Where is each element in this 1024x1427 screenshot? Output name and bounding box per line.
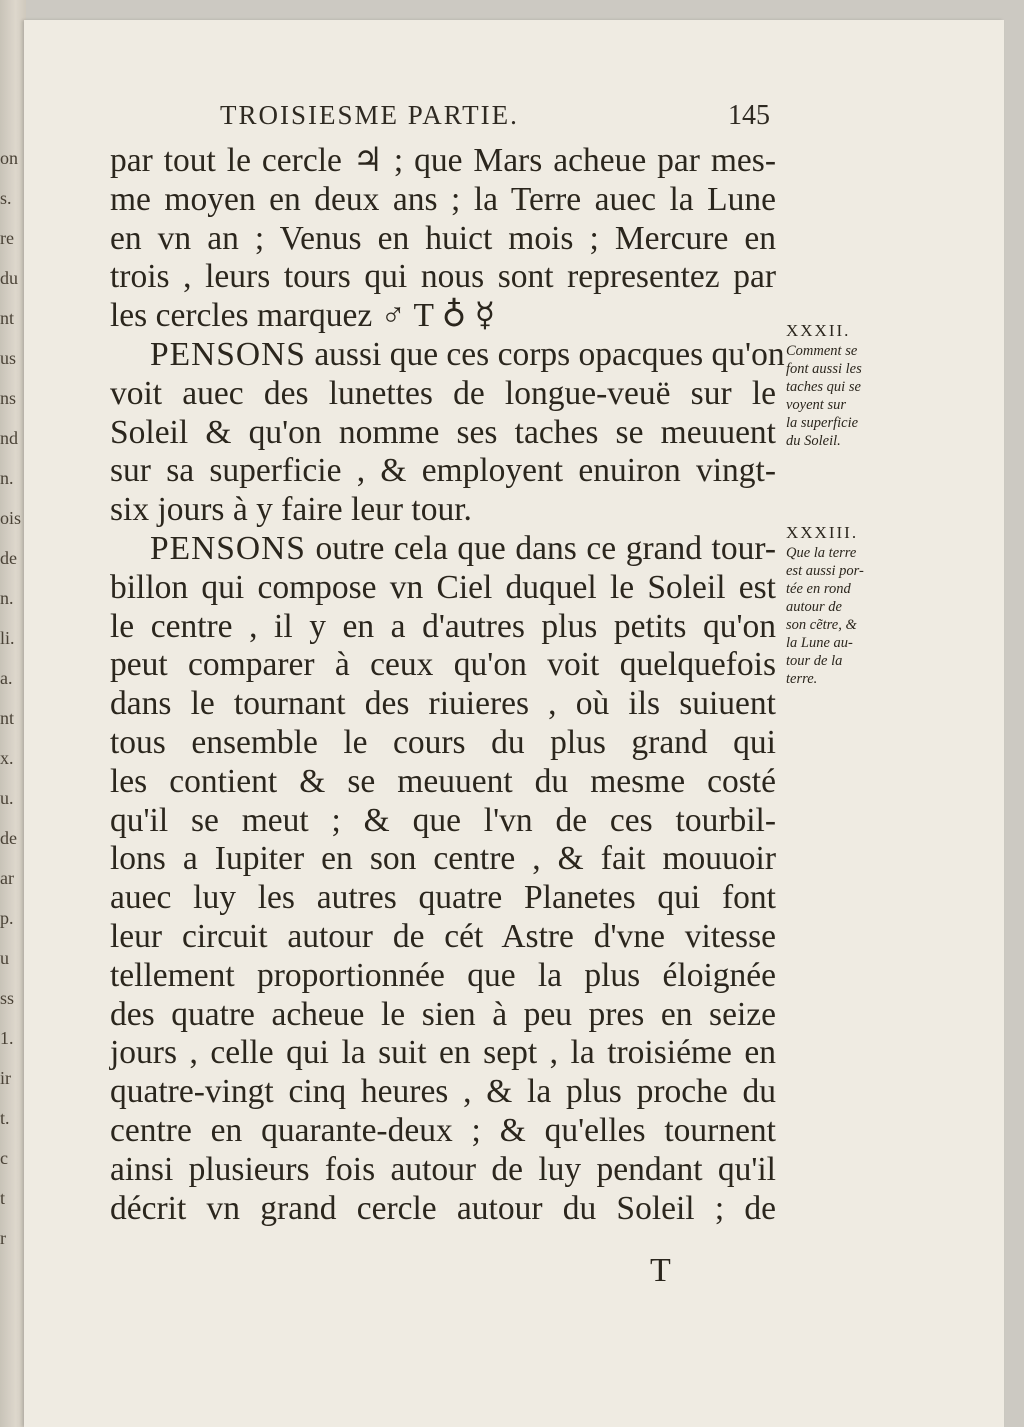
previous-page-fragment: de <box>0 548 17 568</box>
text-line-content: Soleil & qu'on nomme ses taches se meuuent <box>110 413 776 451</box>
text-line <box>110 996 776 1035</box>
text-line-content: décrit vn grand cercle autour du Soleil ; de <box>110 1189 776 1227</box>
margin-note-xxxii <box>786 322 896 450</box>
previous-page-fragment: ss <box>0 988 15 1008</box>
text-line-content: ainsi plusieurs fois autour de luy pendant qu'il <box>110 1150 776 1188</box>
running-head: TROISIESME PARTIE. <box>220 100 519 130</box>
text-line-content: tellement proportionnée que la plus éloignée <box>110 956 776 994</box>
text-line-content: auec luy les autres quatre Planetes qui font <box>110 879 776 917</box>
text-line-content: le centre , il y en a d'autres plus petits qu'on <box>110 607 776 645</box>
text-line <box>110 802 776 841</box>
text-line <box>110 569 776 608</box>
text-line <box>110 414 776 453</box>
previous-page-fragment: u. <box>0 788 14 808</box>
text-line <box>110 840 776 879</box>
margin-note-line: terre. <box>786 671 818 687</box>
previous-page-fragment: u <box>0 948 9 968</box>
previous-page-fragment: us <box>0 348 17 368</box>
text-line <box>110 763 776 802</box>
previous-page-fragment: r <box>0 1228 6 1248</box>
margin-note-number: XXXII. <box>786 321 851 340</box>
previous-page-fragment: de <box>0 828 17 848</box>
paragraph-lead-word: PENSONS <box>150 529 306 567</box>
page-number: 145 <box>728 100 770 131</box>
text-line <box>110 957 776 996</box>
paragraph-lead-word: PENSONS <box>150 335 306 373</box>
text-line-content: me moyen en deux ans ; la Terre auec la Lune <box>110 180 776 218</box>
previous-page-fragment: c <box>0 1148 8 1168</box>
text-line <box>110 879 776 918</box>
text-line <box>110 181 776 220</box>
text-line-content: par tout le cercle ♃ ; que Mars acheue par mes- <box>110 142 776 179</box>
previous-page-fragment: nt <box>0 308 15 328</box>
margin-note-line: voyent sur <box>786 397 846 413</box>
text-line <box>110 258 776 297</box>
printer-signature: T <box>650 1252 671 1289</box>
text-line-content: dans le tournant des riuieres , où ils suiuent <box>110 685 776 723</box>
margin-note-line: font aussi les <box>786 361 862 377</box>
text-line-content: qu'il se meut ; & que l'vn de ces tourbil- <box>110 801 776 839</box>
previous-page-fragment: x. <box>0 748 14 768</box>
text-line <box>110 1073 776 1112</box>
text-line-content: voit auec des lunettes de longue-veuë sur le <box>110 374 776 412</box>
margin-note-line: autour de <box>786 599 842 615</box>
text-line-content: tous ensemble le cours du plus grand qui <box>110 723 776 761</box>
margin-note-line: taches qui se <box>786 379 861 395</box>
text-line-content: jours , celle qui la suit en sept , la troisiéme en <box>110 1034 776 1072</box>
text-line <box>110 530 776 569</box>
previous-page-fragment: ns <box>0 388 17 408</box>
text-line <box>110 608 776 647</box>
text-line-content: peut comparer à ceux qu'on voit quelquefois <box>110 646 776 684</box>
previous-page-fragment: on <box>0 148 18 168</box>
text-line-content: lons a Iupiter en son centre , & fait mouuoir <box>110 840 776 878</box>
previous-page-fragment: 1. <box>0 1028 14 1048</box>
previous-page-fragment: du <box>0 268 18 288</box>
margin-note-xxxiii <box>786 524 896 688</box>
previous-page-fragment: nt <box>0 708 15 728</box>
previous-page-fragment: p. <box>0 908 14 928</box>
previous-page-fragment: n. <box>0 588 14 608</box>
text-line-content: outre cela que dans ce grand tour- <box>305 529 776 567</box>
previous-page-edge <box>0 0 22 1427</box>
margin-note-line: tée en rond <box>786 581 851 597</box>
text-line-content: quatre-vingt cinq heures , & la plus proche du <box>110 1073 776 1111</box>
text-line-content: billon qui compose vn Ciel duquel le Soleil est <box>110 568 776 606</box>
text-line-content: six jours à y faire leur tour. <box>110 491 472 529</box>
text-line <box>110 375 776 414</box>
text-line <box>110 220 776 259</box>
text-line-content: les contient & se meuuent du mesme costé <box>110 762 776 800</box>
text-line <box>110 1034 776 1073</box>
text-line <box>110 646 776 685</box>
previous-page-fragment: re <box>0 228 14 248</box>
text-line <box>110 335 785 375</box>
text-line <box>110 297 776 336</box>
margin-note-line: est aussi por- <box>786 563 864 579</box>
text-line-content: aussi que ces corps opacques qu'on <box>305 335 785 373</box>
previous-page-fragment: li. <box>0 628 15 648</box>
text-line-content: trois , leurs tours qui nous sont representez par <box>110 258 776 296</box>
previous-page-fragment: ir <box>0 1068 11 1088</box>
text-line-content: sur sa superficie , & employent enuiron vingt- <box>110 452 776 490</box>
margin-note-line: la Lune au- <box>786 635 853 651</box>
margin-note-number: XXXIII. <box>786 523 859 542</box>
previous-page-fragment: n. <box>0 468 14 488</box>
text-line-content: en vn an ; Venus en huict mois ; Mercure en <box>110 219 776 257</box>
text-line <box>110 1190 776 1229</box>
previous-page-fragment: nd <box>0 428 18 448</box>
margin-note-line: du Soleil. <box>786 433 841 449</box>
previous-page-fragment: a. <box>0 668 13 688</box>
margin-note-line: Que la terre <box>786 545 857 561</box>
text-line-content: les cercles marquez ♂ T ♁ ☿ <box>110 297 496 335</box>
previous-page-fragment: t. <box>0 1108 10 1128</box>
margin-note-line: son cẽtre, & <box>786 617 857 633</box>
margin-note-line: tour de la <box>786 653 843 669</box>
text-line-content: centre en quarante-deux ; & qu'elles tournent <box>110 1111 776 1149</box>
text-line <box>110 1112 776 1151</box>
text-line-content: des quatre acheue le sien à peu pres en seize <box>110 995 776 1033</box>
previous-page-fragment: ois <box>0 508 22 528</box>
text-line <box>110 1151 776 1190</box>
previous-page-fragment: ar <box>0 868 14 888</box>
text-line <box>110 724 776 763</box>
previous-page-fragment: t <box>0 1188 6 1208</box>
text-line <box>110 685 776 724</box>
previous-page-fragment: s. <box>0 188 12 208</box>
main-text-block <box>110 142 785 1228</box>
text-line <box>110 142 776 181</box>
margin-note-line: la superficie <box>786 415 859 431</box>
text-line <box>110 491 776 530</box>
text-line <box>110 452 776 491</box>
text-line <box>110 918 776 957</box>
margin-note-line: Comment se <box>786 343 858 359</box>
text-line-content: leur circuit autour de cét Astre d'vne vitesse <box>110 917 776 955</box>
